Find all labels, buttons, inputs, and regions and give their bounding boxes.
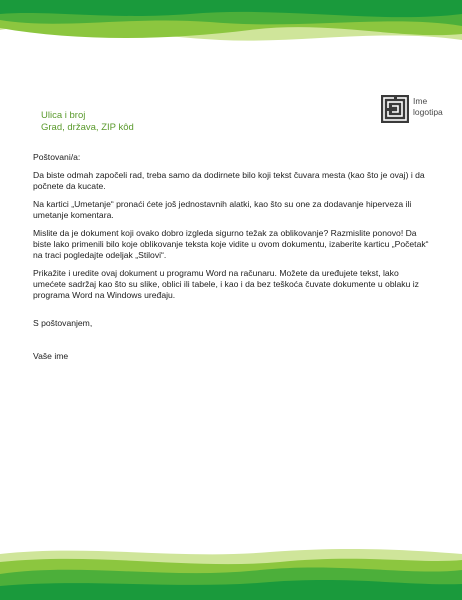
address-street: Ulica i broj <box>41 110 86 121</box>
maze-logo-icon <box>381 95 409 123</box>
address-city: Grad, država, ZIP kôd <box>41 122 134 133</box>
paragraph-1: Da biste odmah započeli rad, treba samo da dodirnete bilo koji tekst čuvara mesta (kao što je ovaj) i da počnete da kucate. <box>33 170 425 191</box>
letter-body <box>33 152 433 308</box>
salutation: Poštovani/a: <box>33 152 81 162</box>
logo <box>381 95 453 123</box>
paragraph-3: Mislite da je dokument koji ovako dobro izgleda sigurno težak za oblikovanje? Razmislite ponovo! Da biste lako primenili bilo koje oblikovanje teksta koje vidite u ovom dokumentu, izaberite karticu „Početak“ na traci pogledajte odeljak „Stilovi“. <box>33 228 429 260</box>
signature: Vaše ime <box>33 351 69 361</box>
header-wave-decoration <box>0 0 462 52</box>
sender-address <box>41 110 134 134</box>
paragraph-4: Prikažite i uredite ovaj dokument u programu Word na računaru. Možete da uređujete tekst, lako umećete sadržaj kao što su slike, oblici ili tabele, i kao i da bez teškoća čuvate dokumente u oblaku iz programa Word na Windows uređaju. <box>33 268 419 300</box>
paragraph-2: Na kartici „Umetanje“ pronaći ćete još jednostavnih alatki, kao što su one za dodavanje hiperveza ili umetanje komentara. <box>33 199 412 220</box>
logo-text: Ime logotipa <box>413 96 443 117</box>
footer-wave-decoration <box>0 540 462 600</box>
closing: S poštovanjem, <box>33 318 93 328</box>
